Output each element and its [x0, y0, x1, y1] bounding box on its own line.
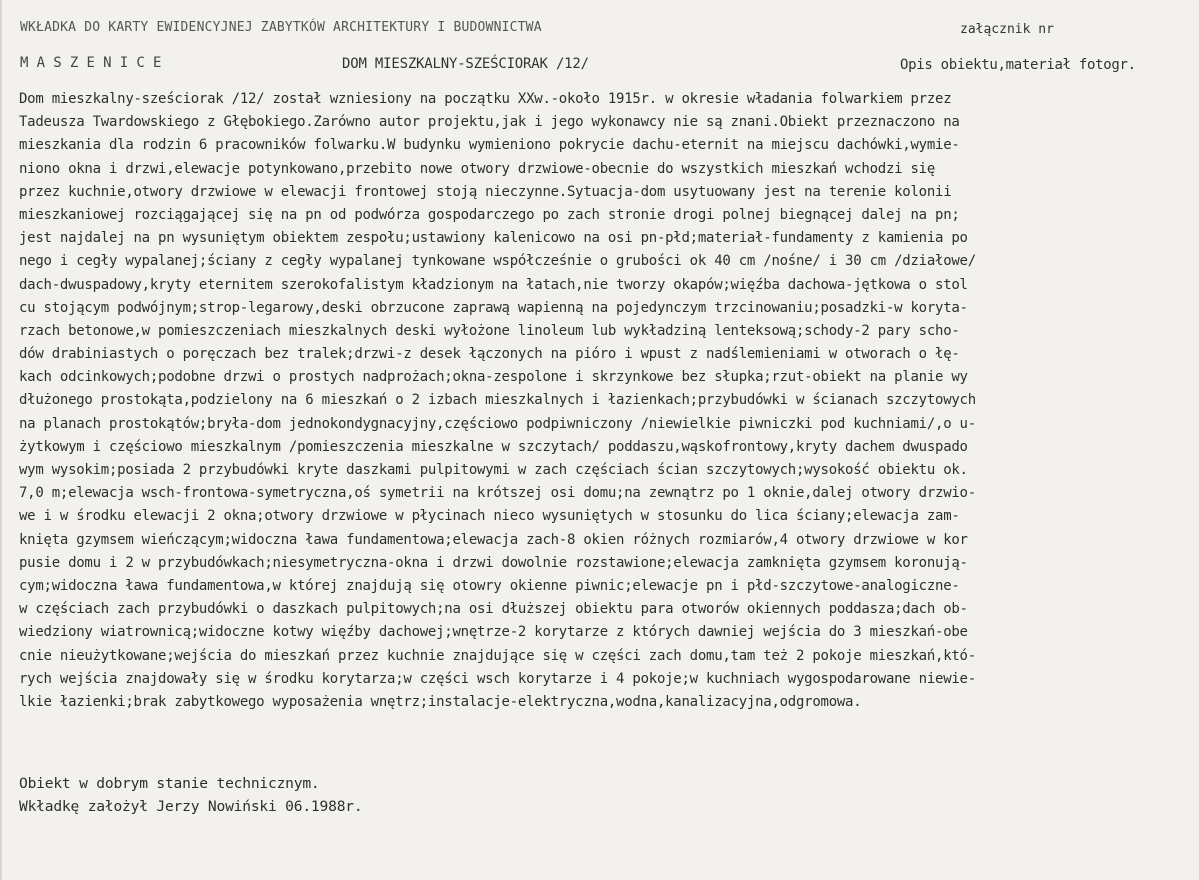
body-line: we i w środku elewacji 2 okna;otwory drzwiowe w płycinach nieco wysuniętych w stosunku do lica ściany;elewacja zam-	[19, 508, 960, 525]
body-line: cym;widoczna ława fundamentowa,w której znajdują się otowry okienne piwnic;elewacje pn i płd-szczytowe-analogiczne-	[19, 577, 960, 594]
body-line: knięta gzymsem wieńczącym;widoczna ława fundamentowa;elewacja zach-8 okien różnych rozmiarów,4 otwory drzwiowe w kor	[19, 531, 968, 548]
body-line: dów drabiniastych o poręczach bez tralek;drzwi-z desek łączonych na pióro i wpust z nadślemieniami w otworach o łę-	[19, 346, 960, 363]
author-note: Wkładkę założył Jerzy Nowiński 06.1988r.	[19, 798, 363, 815]
form-title: WKŁADKA DO KARTY EWIDENCYJNEJ ZABYTKÓW ARCHITEKTURY I BUDOWNICTWA	[20, 20, 542, 35]
body-line: mieszkaniowej rozciągającej się na pn od podwórza gospodarczego po zach stronie drogi polnej biegnącej dalej na pn;	[19, 206, 960, 223]
description-body	[19, 88, 1199, 714]
body-line: cu stojącym podwójnym;strop-legarowy,deski obrzucone zaprawą wapienną na pojedynczym trzcinowaniu;posadzki-w koryta-	[19, 299, 968, 316]
body-line: rych wejścia znajdowały się w środku korytarza;w części wsch korytarze i 4 pokoje;w kuchniach wygospodarowane niewie-	[19, 670, 976, 687]
object-name: DOM MIESZKALNY-SZEŚCIORAK /12/	[342, 56, 589, 72]
attachment-label: załącznik nr	[960, 22, 1054, 37]
body-line: wym wysokim;posiada 2 przybudówki kryte daszkami pulpitowymi w zach częściach ścian szczytowych;wysokość obiektu ok.	[19, 462, 968, 478]
body-line: dłużonego prostokąta,podzielony na 6 mieszkań o 2 izbach mieszkalnych i łazienkach;przybudówki w ścianach szczytowych	[19, 392, 976, 409]
body-line: jest najdalej na pn wysuniętym obiektem zespołu;ustawiony kalenicowo na osi pn-płd;materiał-fundamenty z kamienia po	[19, 230, 968, 247]
body-line: niono okna i drzwi,elewacje potynkowano,przebito nowe otwory drzwiowe-obecnie do wszystkich mieszkań wchodzi się	[19, 160, 936, 177]
body-line: przez kuchnie,otwory drzwiowe w elewacji frontowej stoją nieczynne.Sytuacja-dom usytuowany jest na terenie kolonii	[19, 183, 952, 200]
body-line: pusie domu i 2 w przybudówkach;niesymetryczna-okna i drzwi dowolnie rozstawione;elewacja zamknięta gzymsem koronują-	[19, 554, 968, 571]
place-name: MASZENICE	[20, 55, 170, 71]
body-line: nego i cegły wypalanej;ściany z cegły wypalanej tynkowane współcześnie o grubości ok 40 cm /nośne/ i 30 cm /działowe/	[19, 253, 976, 270]
body-line: rzach betonowe,w pomieszczeniach mieszkalnych deski wyłożone linoleum lub wykładziną lenteksową;schody-2 pary scho-	[19, 322, 960, 339]
body-line: żytkowym i częściowo mieszkalnym /pomieszczenia mieszkalne w szczytach/ poddaszu,wąskofrontowy,kryty dachem dwuspado	[19, 438, 968, 455]
condition-note: Obiekt w dobrym stanie technicznym.	[19, 775, 320, 792]
body-line: na planach prostokątów;bryła-dom jednokondygnacyjny,częściowo podpiwniczony /niewielkie piwniczki pod kuchniami/,o u-	[19, 415, 976, 432]
body-line: kach odcinkowych;podobne drzwi o prostych nadprożach;okna-zespolone i skrzynkowe bez słupka;rzut-obiekt na planie wy	[19, 369, 968, 386]
body-line: mieszkania dla rodzin 6 pracowników folwarku.W budynku wymieniono pokrycie dachu-eternit na miejscu dachówki,wymie-	[19, 137, 960, 154]
body-line: 7,0 m;elewacja wsch-frontowa-symetryczna,oś symetrii na krótszej osi domu;na zewnątrz po 1 oknie,dalej otwory drzwio-	[19, 485, 976, 502]
body-line: dach-dwuspadowy,kryty eternitem szerokofalistym kładzionym na łatach,nie tworzy okapów;więźba dachowa-jętkowa o stol	[19, 276, 968, 293]
body-line: Dom mieszkalny-sześciorak /12/ został wzniesiony na początku XXw.-około 1915r. w okresie władania folwarkiem przez	[19, 91, 952, 107]
description-label: Opis obiektu,materiał fotogr.	[900, 57, 1136, 73]
body-line: cnie nieużytkowane;wejścia do mieszkań przez kuchnie znajdujące się w części zach domu,tam też 2 pokoje mieszkań,któ-	[19, 647, 976, 664]
body-line: w częściach zach przybudówki o daszkach pulpitowych;na osi dłuższej obiektu para otworów okiennych poddasza;dach ob-	[19, 601, 968, 618]
body-line: Tadeusza Twardowskiego z Głębokiego.Zarówno autor projektu,jak i jego wykonawcy nie są znani.Obiekt przeznaczono na	[19, 114, 960, 131]
body-line: lkie łazienki;brak zabytkowego wyposażenia wnętrz;instalacje-elektryczna,wodna,kanalizacyjna,odgromowa.	[19, 693, 862, 710]
body-line: wiedziony wiatrownicą;widoczne kotwy więźby dachowej;wnętrze-2 korytarze z których dawniej wejścia do 3 mieszkań-obe	[19, 624, 968, 641]
footer	[19, 772, 362, 818]
